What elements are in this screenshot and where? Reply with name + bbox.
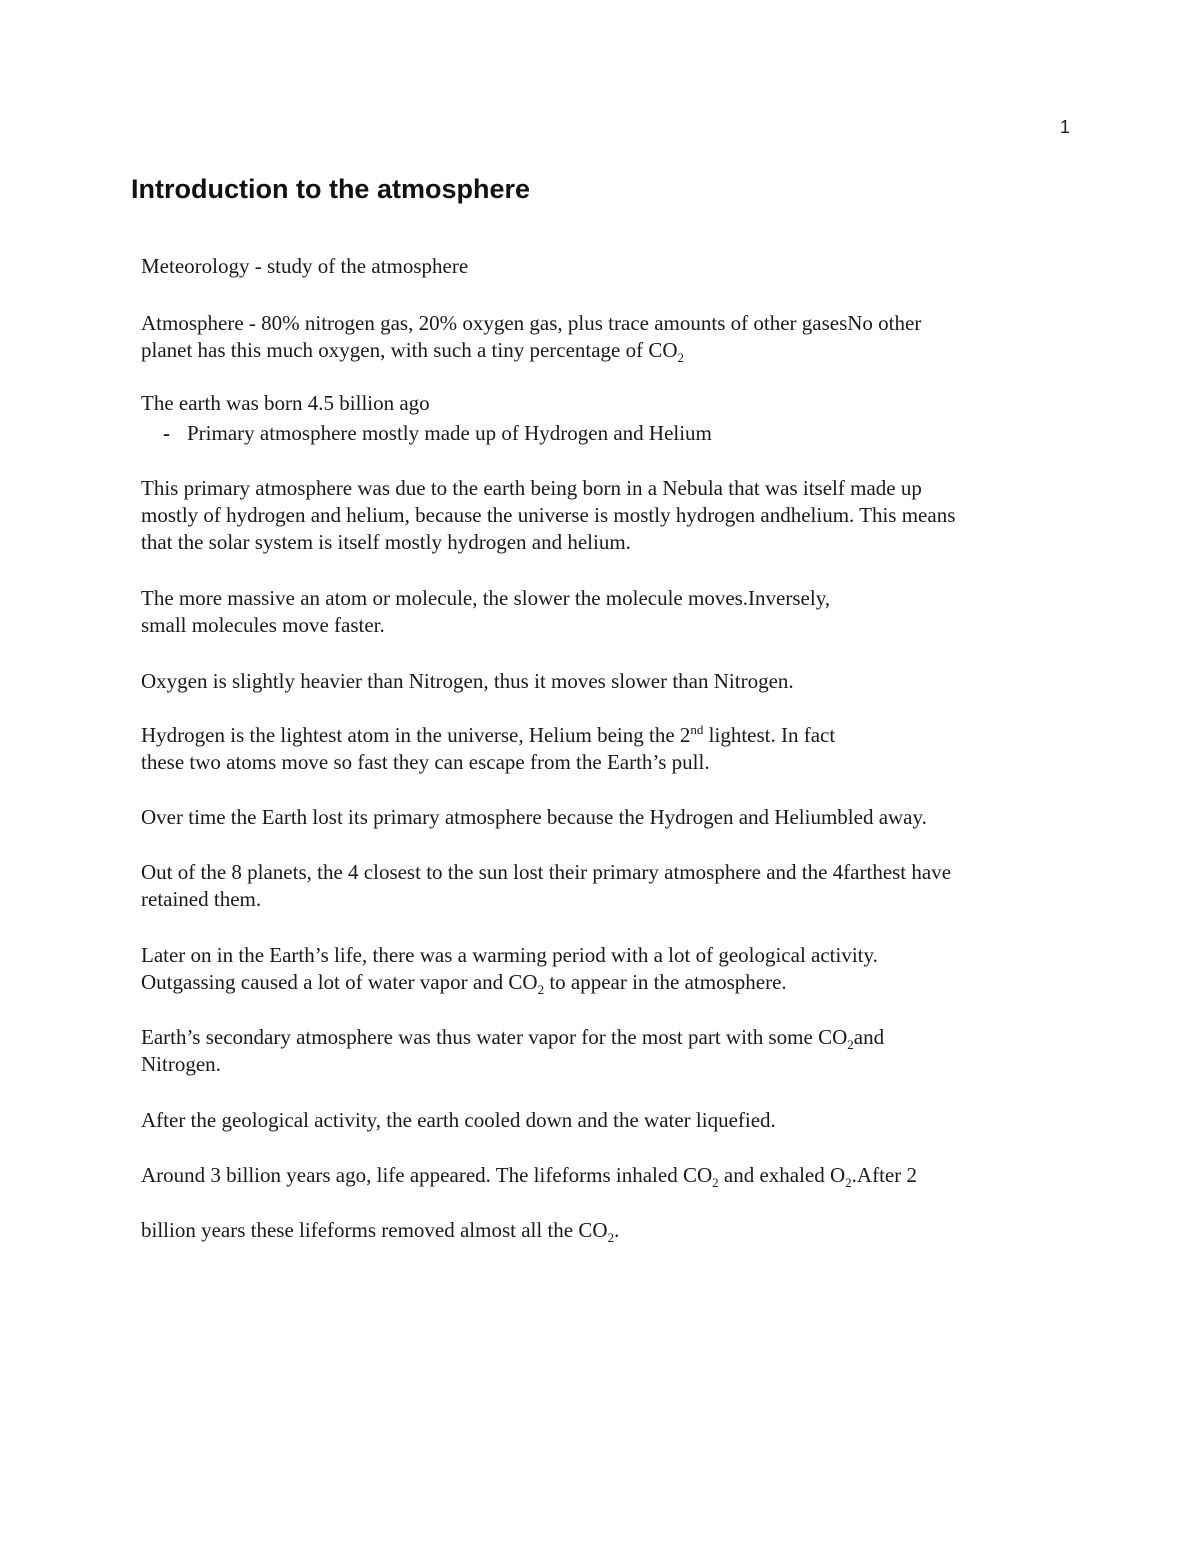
subscript: 2 xyxy=(712,1175,719,1191)
paragraph: The more massive an atom or molecule, the slower the molecule moves.Inversely, small molecules move faster. xyxy=(141,586,831,637)
superscript: nd xyxy=(690,722,704,737)
paragraph: billion years these lifeforms removed almost all the $CO_2$. xyxy=(141,1218,620,1246)
page-number: 1 xyxy=(1059,117,1070,137)
subscript: 2 xyxy=(845,1175,852,1191)
paragraph: Out of the 8 planets, the 4 closest to the sun lost their primary atmosphere and the 4farthest have retained them. xyxy=(141,860,952,911)
paragraph: This primary atmosphere was due to the earth being born in a Nebula that was itself made up mostly of hydrogen and helium, because the universe is mostly hydrogen andhelium. This means that the solar system is itself mostly hydrogen and helium. xyxy=(141,476,956,554)
paragraph: Later on in the Earth’s life, there was a warming period with a lot of geological activity. Outgassing caused a lot of water vapor and $CO_2$ to appear in the atmosphere. xyxy=(141,943,878,998)
paragraph: Oxygen is slightly heavier than Nitrogen, thus it moves slower than Nitrogen. xyxy=(141,669,794,693)
paragraph: Over time the Earth lost its primary atmosphere because the Hydrogen and Heliumbled away. xyxy=(141,805,927,829)
subscript: 2 xyxy=(537,982,545,998)
subscript: 2 xyxy=(847,1037,854,1053)
paragraph: Hydrogen is the lightest atom in the universe, Helium being the 2nd lightest. In fact these two atoms move so fast they can escape from the Earth’s pull. xyxy=(141,722,836,774)
bullet-marker: - xyxy=(163,421,170,445)
paragraph: Meteorology - study of the atmosphere xyxy=(141,254,469,278)
subscript: 2 xyxy=(607,1230,615,1246)
paragraph: Around 3 billion years ago, life appeared. The lifeforms inhaled $CO_2$ and exhaled $O_2.After$ 2 xyxy=(141,1163,917,1191)
bullet-text: Primary atmosphere mostly made up of Hydrogen and Helium xyxy=(187,421,712,445)
paragraph: Earth’s secondary atmosphere was thus water vapor for the most part with some $CO_2and$ Nitrogen. xyxy=(141,1025,885,1076)
paragraph: Atmosphere - 80% nitrogen gas, 20% oxygen gas, plus trace amounts of other gasesNo other planet has this much oxygen, with such a tiny percentage of $CO_2$ xyxy=(141,311,922,366)
bullet-item xyxy=(163,420,712,447)
subscript: 2 xyxy=(677,350,685,366)
paragraph: The earth was born 4.5 billion ago xyxy=(141,391,430,415)
page-title: Introduction to the atmosphere xyxy=(131,174,531,204)
paragraph: After the geological activity, the earth cooled down and the water liquefied. xyxy=(141,1108,776,1132)
